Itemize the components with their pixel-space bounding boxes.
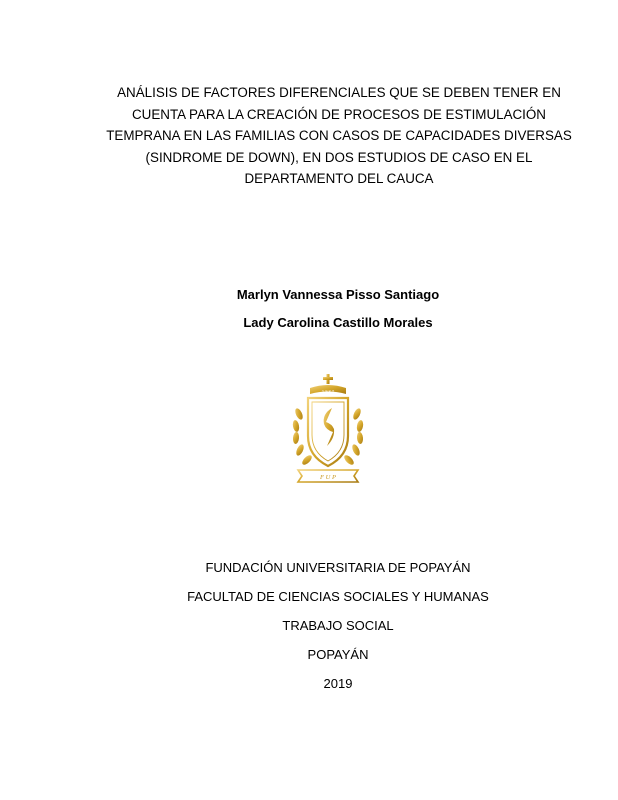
title-line: DEPARTAMENTO DEL CAUCA (244, 171, 434, 187)
year: 2019 (323, 676, 353, 691)
author-name: Marlyn Vannessa Pisso Santiago (236, 287, 440, 302)
crest-banner: F U P (320, 474, 336, 481)
program-name: TRABAJO SOCIAL (282, 618, 394, 633)
author-name: Lady Carolina Castillo Morales (243, 315, 433, 330)
faculty-name: FACULTAD DE CIENCIAS SOCIALES Y HUMANAS (187, 589, 489, 604)
title-line: (SINDROME DE DOWN), EN DOS ESTUDIOS DE CASO EN EL (145, 149, 533, 165)
university-name: FUNDACIÓN UNIVERSITARIA DE POPAYÁN (205, 560, 471, 575)
document-title (100, 82, 578, 190)
title-line: TEMPRANA EN LAS FAMILIAS CON CASOS DE CAPACIDADES DIVERSAS (106, 128, 572, 144)
university-crest-icon (288, 374, 368, 494)
title-line: ANÁLISIS DE FACTORES DIFERENCIALES QUE SE DEBEN TENER EN (117, 85, 561, 100)
title-line: CUENTA PARA LA CREACIÓN DE PROCESOS DE ESTIMULACIÓN (132, 106, 546, 122)
city-name: POPAYÁN (307, 647, 369, 662)
crest-year: 1 9 8 2 (321, 388, 335, 394)
